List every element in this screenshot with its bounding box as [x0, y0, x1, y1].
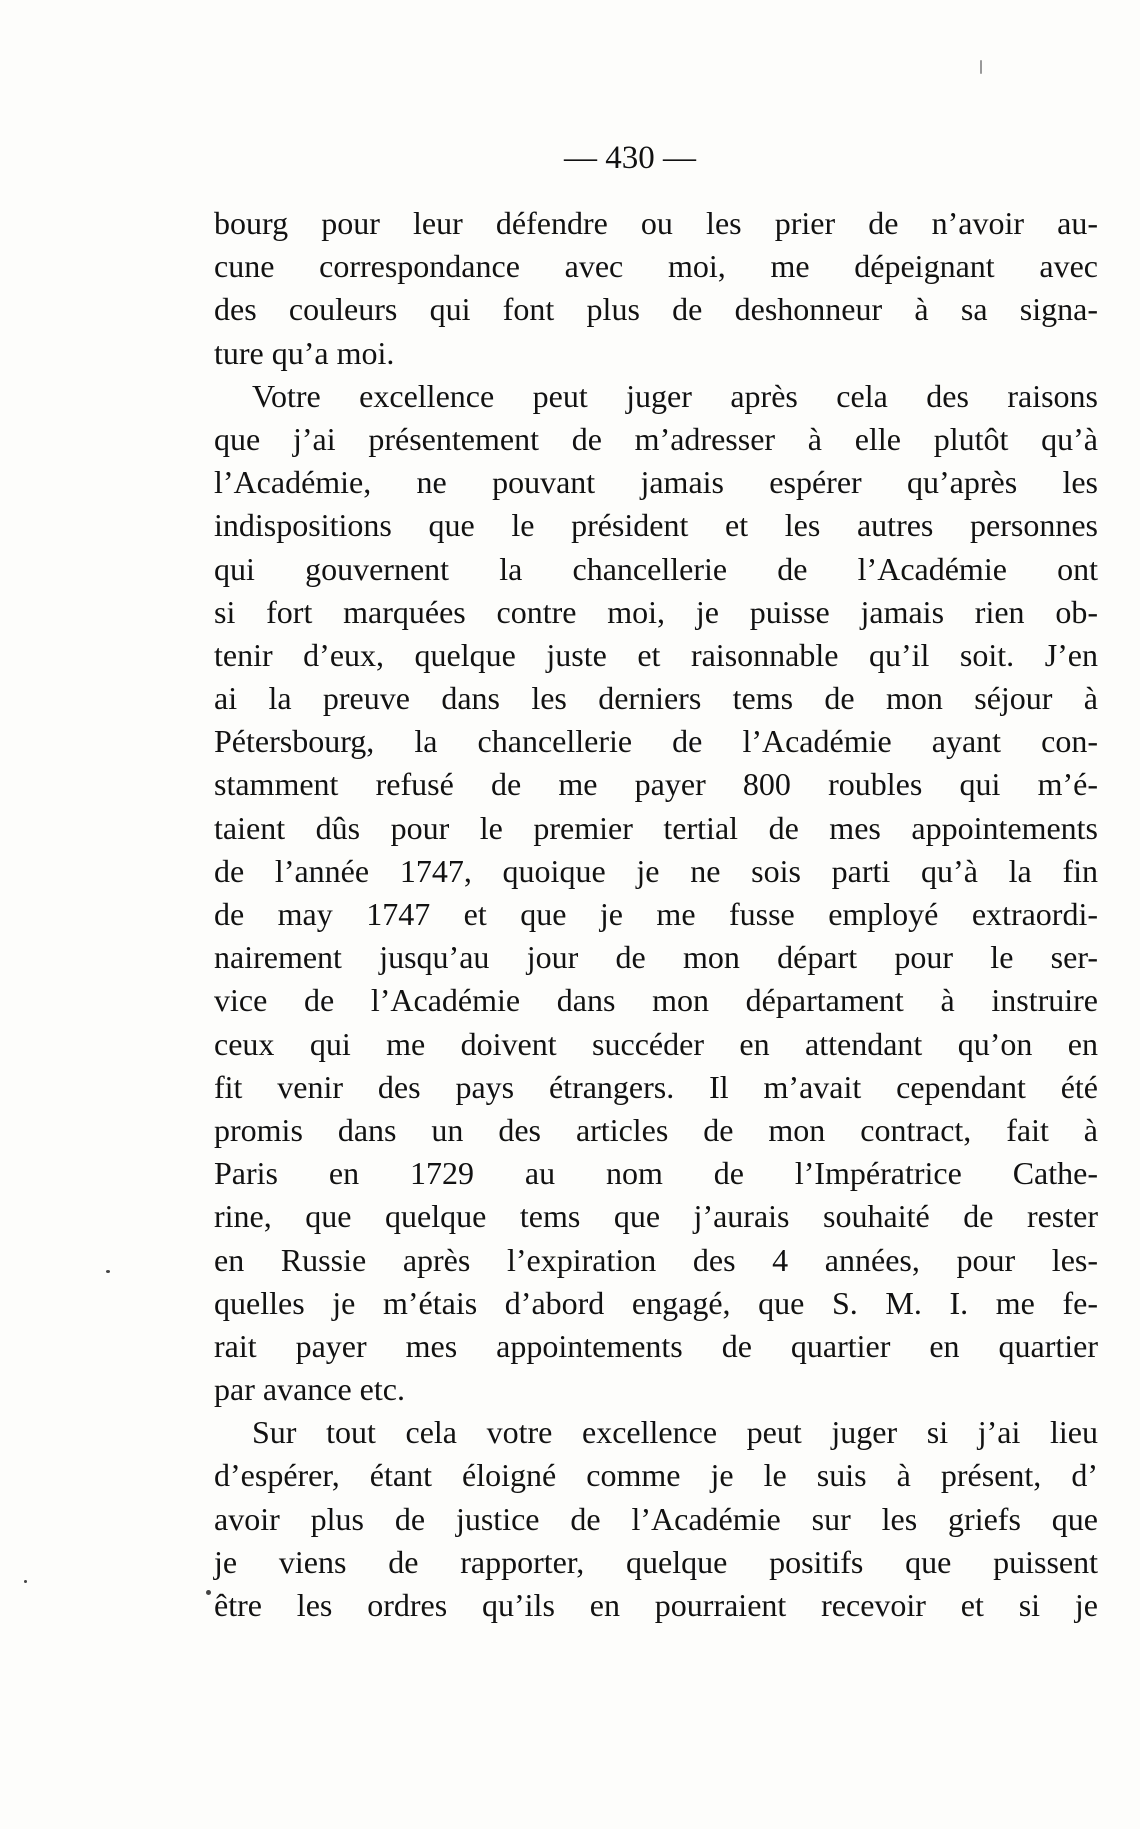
- paragraph-first-line: Sur tout cela votre excellence peut juger si j’ai lieu: [252, 1414, 1098, 1451]
- text-line: de l’année 1747, quoique je ne sois parti qu’à la fin: [214, 852, 1098, 889]
- text-line: tenir d’eux, quelque juste et raisonnable qu’il soit. J’en: [214, 636, 1098, 673]
- text-line: ceux qui me doivent succéder en attendant qu’on en: [214, 1025, 1098, 1062]
- text-line: que j’ai présentement de m’adresser à elle plutôt qu’à: [214, 420, 1098, 457]
- page-number: — 430 —: [564, 140, 696, 176]
- text-line: bourg pour leur défendre ou les prier de n’avoir au-: [214, 205, 1098, 241]
- text-line: rait payer mes appointements de quartier en quartier: [214, 1327, 1098, 1364]
- text-line: ai la preuve dans les derniers tems de mon séjour à: [214, 680, 1098, 717]
- text-line: je viens de rapporter, quelque positifs que puissent: [214, 1543, 1098, 1580]
- text-line: indispositions que le président et les autres personnes: [214, 507, 1098, 544]
- text-line: d’espérer, étant éloigné comme je le suis à présent, d’: [214, 1457, 1098, 1494]
- text-line: nairement jusqu’au jour de mon départ pour le ser-: [214, 939, 1098, 976]
- paragraph-first-line: Votre excellence peut juger après cela des raisons: [252, 377, 1098, 414]
- text-line: de may 1747 et que je me fusse employé extraordi-: [214, 896, 1098, 932]
- text-line: ture qu’a moi.: [214, 334, 395, 371]
- text-line: vice de l’Académie dans mon départament à instruire: [214, 982, 1098, 1019]
- text-line: l’Académie, ne pouvant jamais espérer qu’après les: [214, 464, 1098, 501]
- text-line: qui gouvernent la chancellerie de l’Académie ont: [214, 550, 1098, 587]
- text-line: avoir plus de justice de l’Académie sur les griefs que: [214, 1500, 1098, 1537]
- text-line: être les ordres qu’ils en pourraient recevoir et si je: [214, 1587, 1098, 1623]
- text-line: promis dans un des articles de mon contract, fait à: [214, 1111, 1098, 1148]
- text-line: taient dûs pour le premier tertial de mes appointements: [214, 809, 1098, 846]
- text-line: rine, que quelque tems que j’aurais souhaité de rester: [214, 1198, 1098, 1235]
- scan-speck: [24, 1580, 27, 1583]
- text-line: stamment refusé de me payer 800 roubles qui m’é-: [214, 766, 1098, 803]
- text-line: par avance etc.: [214, 1371, 405, 1408]
- scan-speck: [206, 1590, 211, 1595]
- text-line: en Russie après l’expiration des 4 années, pour les-: [214, 1241, 1098, 1278]
- body-text: [214, 202, 1098, 1627]
- scan-speck: [980, 60, 982, 74]
- text-line: quelles je m’étais d’abord engagé, que S. M. I. me fe-: [214, 1284, 1098, 1321]
- text-line: Pétersbourg, la chancellerie de l’Académie ayant con-: [214, 723, 1098, 760]
- text-line: des couleurs qui font plus de deshonneur à sa signa-: [214, 291, 1098, 328]
- text-line: si fort marquées contre moi, je puisse jamais rien ob-: [214, 593, 1098, 630]
- text-line: Paris en 1729 au nom de l’Impératrice Cathe-: [214, 1155, 1098, 1192]
- scan-speck: [106, 1270, 110, 1273]
- text-line: fit venir des pays étrangers. Il m’avait cependant été: [214, 1068, 1098, 1105]
- text-line: cune correspondance avec moi, me dépeignant avec: [214, 248, 1098, 285]
